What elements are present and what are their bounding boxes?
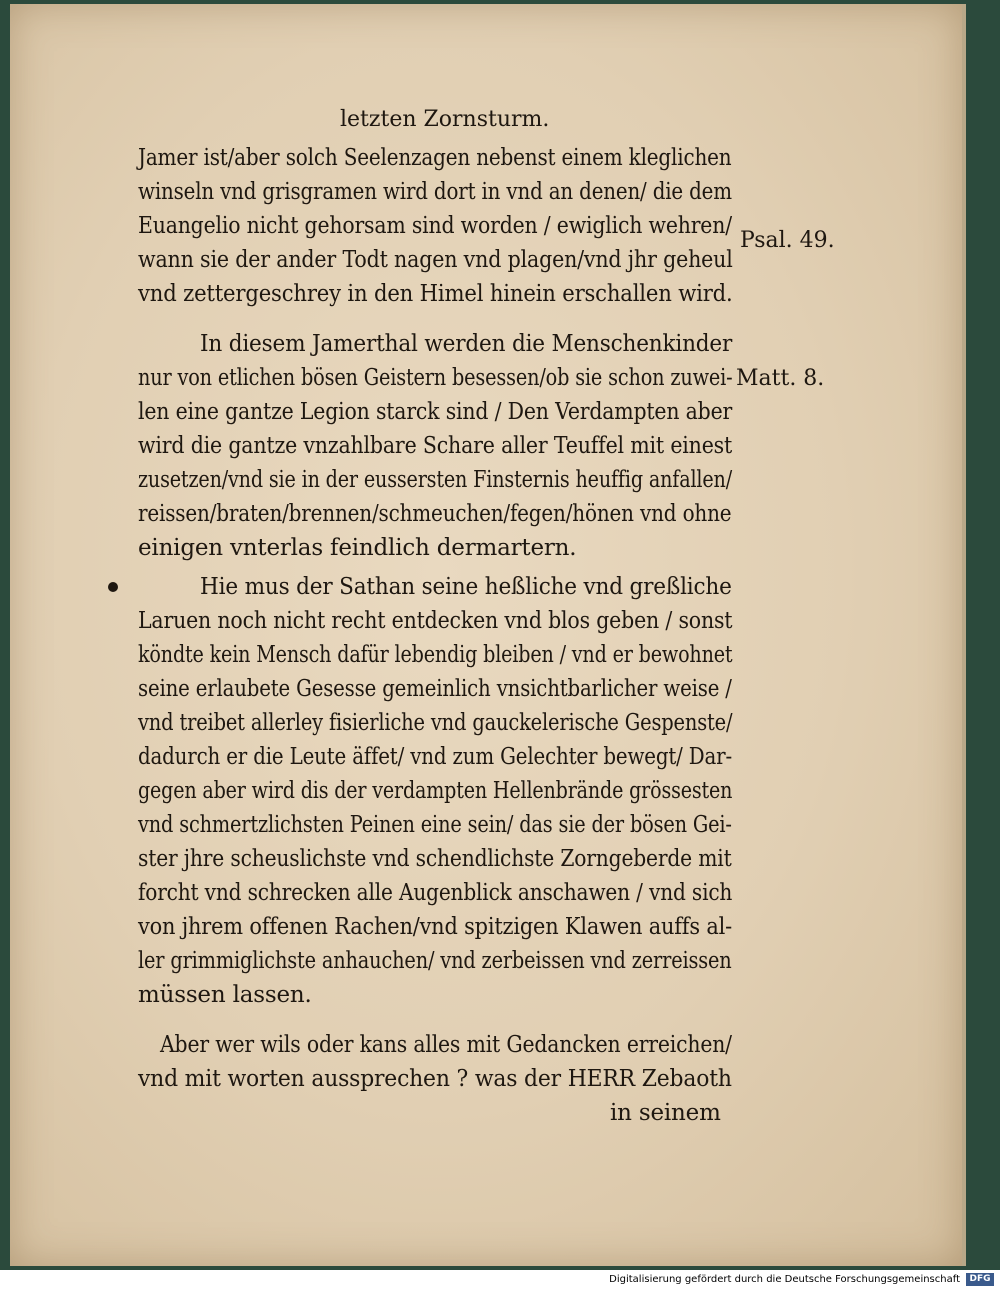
text-line: Hie mus der Sathan seine heßliche vnd greßliche (200, 574, 732, 600)
text-line: einigen vnterlas feindlich dermartern. (138, 535, 577, 561)
text-line: seine erlaubete Gesesse gemeinlich vnsichtbarlicher weise / (138, 676, 732, 702)
text-line: vnd schmertzlichsten Peinen eine sein/ das sie der bösen Gei- (138, 812, 732, 838)
text-line: Laruen noch nicht recht entdecken vnd blos geben / sonst (138, 608, 733, 634)
text-line: wann sie der ander Todt nagen vnd plagen/vnd jhr geheul (138, 247, 733, 273)
text-line: vnd mit worten aussprechen ? was der HERR Zebaoth (138, 1066, 732, 1092)
text-line: wird die gantze vnzahlbare Schare aller Teuffel mit einest (138, 433, 733, 459)
text-line: vnd treibet allerley fisierliche vnd gauckelerische Gespenste/ (138, 710, 733, 736)
text-line: köndte kein Mensch dafür lebendig bleiben / vnd er bewohnet (138, 642, 733, 668)
text-line: Euangelio nicht gehorsam sind worden / ewiglich wehren/ (138, 213, 732, 239)
running-head: letzten Zornsturm. (340, 107, 550, 132)
catchword: in seinem (610, 1100, 721, 1126)
text-line: dadurch er die Leute äffet/ vnd zum Gelechter bewegt/ Dar- (138, 744, 732, 770)
text-line: gegen aber wird dis der verdampten Hellenbrände grössesten (138, 778, 733, 804)
funding-notice: Digitalisierung gefördert durch die Deutsche Forschungsgemeinschaft (609, 1274, 960, 1285)
text-line: vnd zettergeschrey in den Himel hinein erschallen wird. (138, 281, 733, 307)
text-line: ler grimmiglichste anhauchen/ vnd zerbeissen vnd zerreissen (138, 948, 732, 974)
text-line: forcht vnd schrecken alle Augenblick anschawen / vnd sich (138, 880, 733, 906)
text-line: Jamer ist/aber solch Seelenzagen nebenst einem kleglichen (138, 145, 732, 171)
margin-dot (108, 582, 118, 592)
dfg-logo-icon[interactable]: DFG (966, 1273, 994, 1286)
text-line: zusetzen/vnd sie in der eussersten Finsternis heuffig anfallen/ (138, 467, 733, 493)
margin-note-matthew: Matt. 8. (736, 366, 825, 391)
margin-note-psalm: Psal. 49. (740, 228, 835, 253)
text-line: Aber wer wils oder kans alles mit Gedancken erreichen/ (160, 1032, 732, 1058)
text-line: len eine gantze Legion starck sind / Den Verdampten aber (138, 399, 733, 425)
text-line: reissen/braten/brennen/schmeuchen/fegen/hönen vnd ohne (138, 501, 732, 527)
text-line: müssen lassen. (138, 982, 312, 1008)
text-line: von jhrem offenen Rachen/vnd spitzigen Klawen auffs al- (138, 914, 732, 940)
text-line: ster jhre scheuslichste vnd schendlichste Zorngeberde mit (138, 846, 732, 872)
text-line: winseln vnd grisgramen wird dort in vnd an denen/ die dem (138, 179, 732, 205)
page-edge (962, 4, 966, 1266)
text-line: In diesem Jamerthal werden die Menschenkinder (200, 331, 733, 357)
text-line: nur von etlichen bösen Geistern besessen/ob sie schon zuwei- (138, 365, 733, 391)
